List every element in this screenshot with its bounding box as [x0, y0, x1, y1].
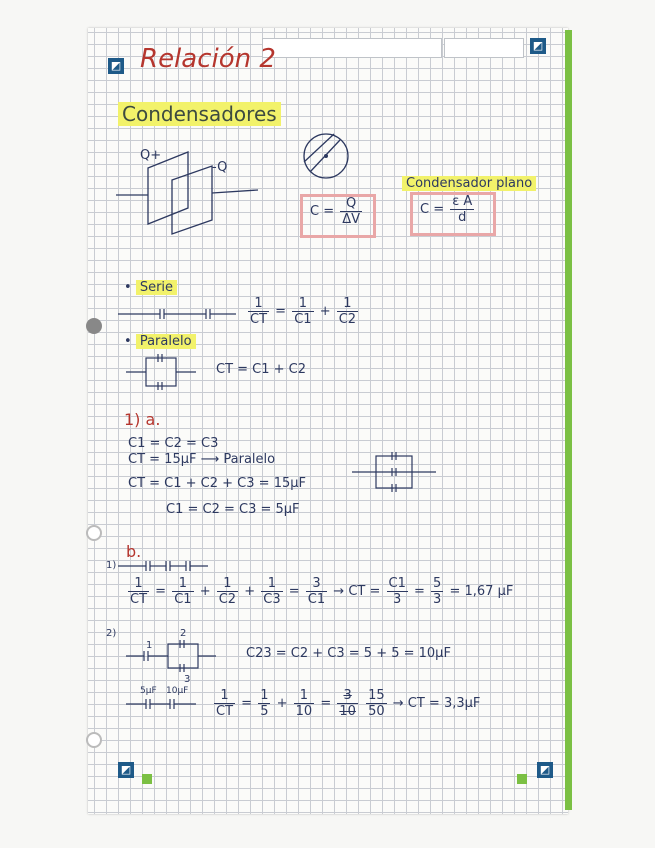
- node-2-label: 2: [180, 628, 187, 639]
- node-1-label: 1: [146, 640, 153, 651]
- cap-5uf-label: 5μF: [140, 686, 157, 696]
- problem-1b-label: b.: [126, 542, 142, 561]
- p1-line4: C1 = C2 = C3 = 5μF: [166, 502, 300, 517]
- problem-1a-label: 1) a.: [124, 410, 161, 429]
- cap-10uf-label: 10μF: [166, 686, 189, 696]
- page-title: Relación 2: [140, 44, 276, 74]
- charge-plus-label: Q+: [140, 148, 162, 163]
- plane-capacitor-label: Condensador plano: [402, 176, 536, 191]
- capacitance-formula: C = $\frac{Q}{\Delta V}$: [310, 196, 361, 227]
- charge-minus-label: -Q: [212, 160, 228, 175]
- p1-line2: CT = 15μF ⟶ Paralelo: [128, 452, 276, 467]
- series-formula: $\frac{1}{CT}$ = $\frac{1}{C1}$ + $\frac{1}{C2}$: [250, 296, 357, 327]
- case-2-number: 2): [106, 628, 117, 639]
- p1-line1: C1 = C2 = C3: [128, 436, 219, 451]
- parallel-formula: CT = C1 + C2: [216, 362, 307, 377]
- page-corner-icon: ◩: [537, 762, 553, 778]
- node-3-label: 3: [184, 674, 191, 685]
- case-1-number: 1): [106, 560, 117, 571]
- series-three-formula: $\frac{1}{CT}$ = $\frac{1}{C1}$ + $\frac{1}{C2}$ + $\frac{1}{C3}$ = $\frac{3}{C1}$ → CT = $\frac{C1}{3}$ = $\frac{5}{3}$ = 1,67 μF: [130, 576, 514, 607]
- page-corner-icon: ◩: [108, 58, 124, 74]
- combined-capacitance: C23 = C2 + C3 = 5 + 5 = 10μF: [246, 646, 451, 661]
- page-corner-icon: ◩: [530, 38, 546, 54]
- p1-line3: CT = C1 + C2 + C3 = 15μF: [128, 476, 306, 491]
- page-corner-icon: ◩: [118, 762, 134, 778]
- parallel-label: • Paralelo: [124, 334, 196, 349]
- series-final-formula: $\frac{1}{CT}$ = $\frac{1}{5}$ + $\frac{1}{10}$ = $\frac{3}{10}$ $\frac{15}{50}$ → CT = 3,3μF: [216, 688, 481, 719]
- plane-capacitor-formula: C = $\frac{\text{ε A}}{d}$: [420, 194, 473, 225]
- series-label: • Serie: [124, 280, 177, 295]
- section-title: Condensadores: [118, 102, 281, 126]
